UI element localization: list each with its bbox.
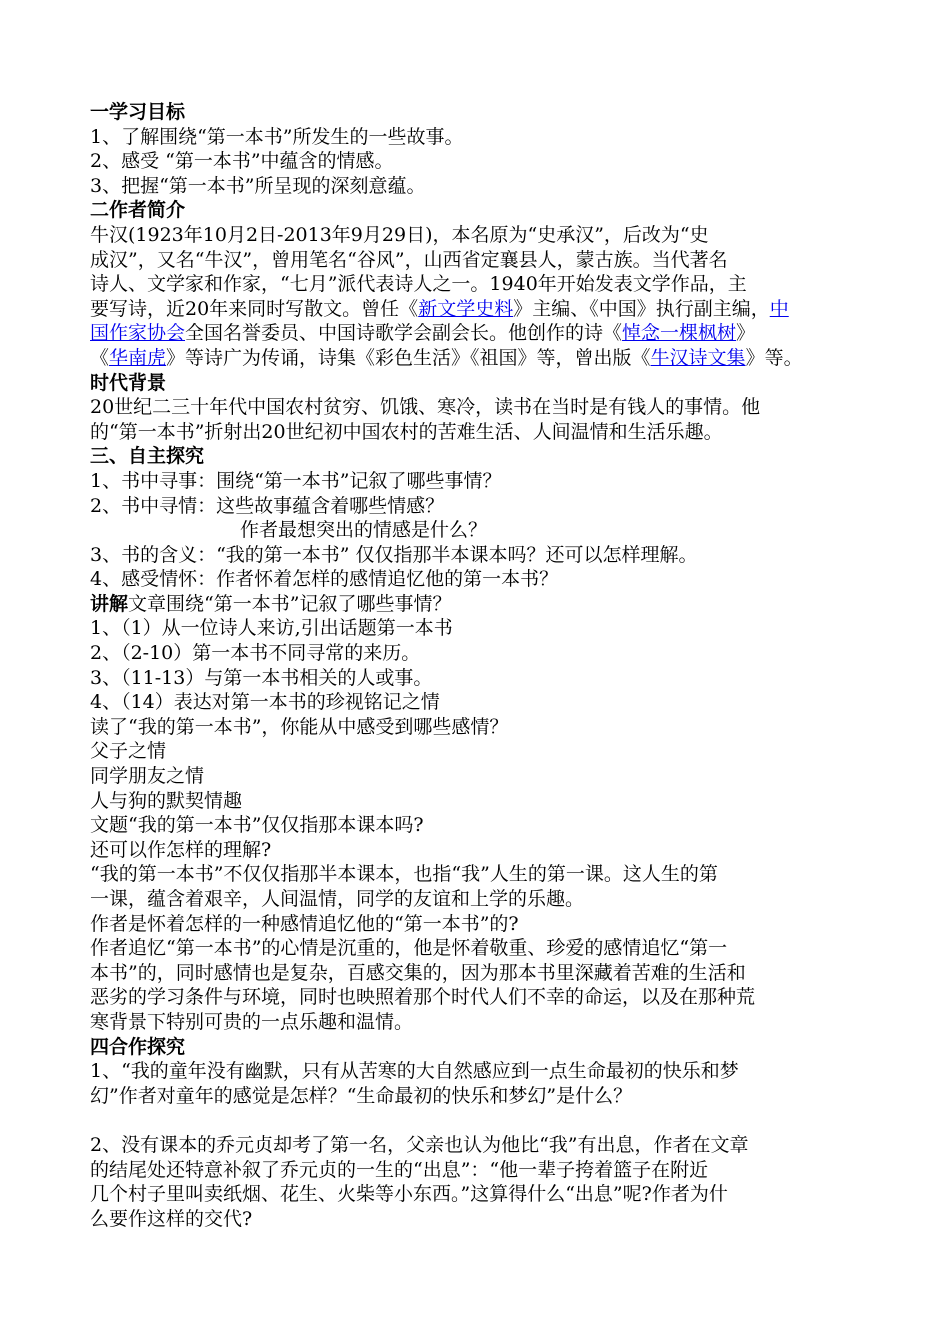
question-line: 幻”作者对童年的感觉是怎样？“生命最初的快乐和梦幻”是什么？ (90, 1084, 633, 1107)
question-line: 1、“我的童年没有幽默，只有从苦寒的大自然感应到一点生命最初的快乐和梦 (90, 1060, 739, 1083)
author-line (90, 321, 862, 346)
background-line: 的“第一本书”折射出20世纪初中国农村的苦难生活、人间温情和生活乐趣。 (90, 420, 723, 443)
explanation-line: 一课，蕴含着艰辛，人间温情，同学的友谊和上学的乐趣。 (90, 888, 585, 910)
explanation-line: 恶劣的学习条件与环境，同时也映照着那个时代人们不幸的命运，以及在那种荒 (90, 986, 756, 1009)
author-text: 要写诗，近20年来同时写散文。曾任《 (90, 297, 419, 320)
author-text: 》等诗广为传诵，诗集《彩色生活》《祖国》等，曾出版《 (166, 346, 651, 369)
explanation-line: 还可以作怎样的理解? (90, 838, 272, 861)
author-line: 成汉”，又名“牛汉”，曾用笔名“谷风”，山西省定襄县人，蒙古族。当代著名 (90, 248, 728, 271)
link-niuhan-collection[interactable]: 牛汉诗文集 (650, 346, 746, 369)
heading-learning-goals: 一学习目标 (90, 101, 186, 123)
explanation-line: 同学朋友之情 (90, 765, 205, 788)
explanation-line: 作者是怀着怎样的一种感情追忆他的“第一本书”的? (90, 912, 519, 935)
study-line: 4、感受情怀：作者怀着怎样的感情追忆他的第一本书？ (90, 568, 559, 591)
explanation-line: 作者追忆“第一本书”的心情是沉重的，他是怀着敬重、珍爱的感情追忆“第一 (90, 937, 728, 960)
explanation-question: 文章围绕“第一本书”记叙了哪些事情？ (128, 592, 452, 615)
explanation-line: 4、（14）表达对第一本书的珍视铭记之情 (90, 691, 440, 714)
explanation-line: 人与狗的默契情趣 (90, 789, 243, 812)
explanation-line: 3、（11-13）与第一本书相关的人或事。 (90, 666, 433, 689)
explanation-line: 2、（2-10）第一本书不同寻常的来历。 (90, 642, 421, 665)
link-xinwenxue-shiliao[interactable]: 新文学史料 (418, 297, 514, 320)
author-text: 》 (736, 322, 756, 345)
explanation-line: 本书”的，同时感情也是复杂，百感交集的，因为那本书里深藏着苦难的生活和 (90, 961, 746, 984)
study-line: 1、书中寻事：围绕“第一本书”记叙了哪些事情？ (90, 469, 502, 492)
link-china-writers-association[interactable]: 国作家协会 (90, 322, 186, 345)
heading-background: 时代背景 (90, 371, 167, 394)
author-line: 诗人、文学家和作家，“七月”派代表诗人之一。1940年开始发表文学作品，主 (90, 273, 747, 296)
explanation-label: 讲解 (90, 592, 129, 615)
background-line: 20世纪二三十年代中国农村贫穷、饥饿、寒冷，读书在当时是有钱人的事情。他 (90, 396, 761, 419)
study-line: 2、书中寻情：这些故事蕴含着哪些情感？ (90, 494, 445, 517)
heading-author-intro: 二作者简介 (90, 199, 186, 222)
heading-self-study: 三、自主探究 (90, 445, 205, 468)
explanation-line: 1、（1）从一位诗人来访,引出话题第一本书 (90, 617, 453, 640)
question-line: 么要作这样的交代? (90, 1207, 253, 1230)
blank-line (90, 1108, 862, 1133)
study-line: 作者最想突出的情感是什么？ (240, 519, 488, 542)
explanation-line: 读了“我的第一本书”，你能从中感受到哪些感情？ (90, 715, 509, 738)
study-line: 3、书的含义：“我的第一本书” 仅仅指那半本课本吗？还可以怎样理解。 (90, 543, 698, 566)
author-line (90, 346, 862, 371)
author-text: 全国名誉委员、中国诗歌学会副会长。他创作的诗《 (185, 322, 623, 345)
author-text: 》等。 (745, 346, 803, 369)
explanation-lead-line (90, 592, 862, 617)
question-line: 2、没有课本的乔元贞却考了第一名，父亲也认为他比“我”有出息，作者在文章 (90, 1133, 749, 1156)
goal-line: 2、感受 “第一本书”中蕴含的情感。 (90, 150, 394, 173)
explanation-line: 文题“我的第一本书”仅仅指那本课本吗? (90, 814, 424, 837)
explanation-line: 父子之情 (90, 740, 167, 763)
document-body (90, 100, 862, 1231)
goal-line: 1、了解围绕“第一本书”所发生的一些故事。 (90, 125, 464, 148)
explanation-line: 寒背景下特别可贵的一点乐趣和温情。 (90, 1010, 414, 1033)
goal-line: 3、把握“第一本书”所呈现的深刻意蕴。 (90, 174, 426, 197)
question-line: 几个村子里叫卖纸烟、花生、火柴等小东西。”这算得什么“出息”呢?作者为什 (90, 1183, 728, 1206)
link-china-writers-association[interactable]: 中 (769, 297, 789, 320)
question-line: 的结尾处还特意补叙了乔元贞的一生的“出息”：“他一辈子挎着篮子在附近 (90, 1158, 709, 1181)
author-text: 》主编、《中国》执行副主编， (513, 297, 770, 320)
link-south-china-tiger[interactable]: 华南虎 (109, 346, 167, 369)
author-text: 《 (90, 346, 110, 369)
heading-cooperative-study: 四合作探究 (90, 1035, 186, 1058)
link-maple-tree-poem[interactable]: 悼念一棵枫树 (622, 322, 737, 345)
author-line (90, 297, 862, 322)
explanation-line: “我的第一本书”不仅仅指那半本课本，也指“我”人生的第一课。这人生的第 (90, 863, 718, 886)
author-line: 牛汉(1923年10月2日-2013年9月29日)，本名原为“史承汉”，后改为“史 (90, 223, 709, 246)
